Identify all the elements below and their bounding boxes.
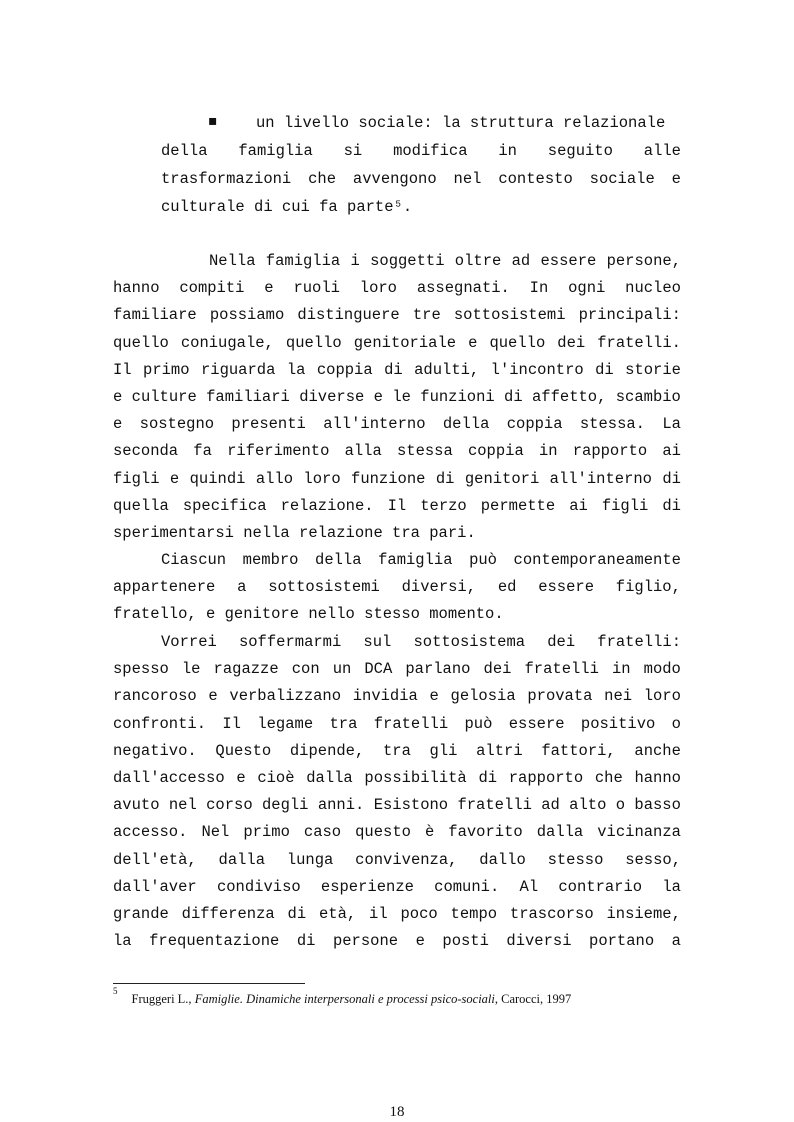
text-line: la frequentazione di persone e posti diversi portano a [113,932,681,951]
text-line: hanno compiti e ruoli loro assegnati. In ogni nucleo [113,279,681,298]
bullet-line [256,114,681,132]
text-line: negativo. Questo dipende, tra gli altri fattori, anche [113,741,681,760]
word: seguito [547,142,613,160]
text-line: familiare possiamo distinguere tre sottosistemi principali: [113,306,681,325]
footnote-title: Famiglie. Dinamiche interpersonali e processi psico-sociali [194,992,495,1007]
word: e [671,170,681,188]
word: della [161,142,208,160]
text-line: Ciascun membro della famiglia può contemporaneamente [161,551,681,569]
word: trasformazioni [161,170,292,188]
footnote-author: Fruggeri L., [131,992,195,1007]
word: alle [643,142,681,160]
word: si [343,142,363,160]
word: che [308,170,337,188]
text-line: Il primo riguarda la coppia di adulti, l'incontro di storie [113,360,681,379]
text-line: e sostegno presenti all'interno della coppia stessa. La [113,415,681,434]
bullet-line [161,170,681,188]
text-line: appartenere a sottosistemi diversi, ed essere figlio, [113,578,681,597]
text-line: e culture familiari diverse e le funzioni di affetto, scambio [113,388,681,406]
footnote [113,986,572,1007]
word: modifica [393,142,468,160]
text-line: grande differenza di età, il poco tempo trascorso insieme, [113,905,681,923]
bullet-marker: ▪ [208,113,218,129]
word: famiglia [238,142,313,160]
bullet-line [161,198,681,216]
word: culturale di cui fa parte⁵. [161,198,413,216]
text-line: avuto nel corso degli anni. Esistono fratelli ad alto o basso [113,796,681,815]
word: contesto [498,170,573,188]
footnote-publisher: , Carocci, 1997 [494,992,572,1007]
footnote-separator [113,983,305,984]
text-line: quella specifica relazione. Il terzo permette ai figli di [113,496,681,515]
text-line: sperimentarsi nella relazione tra pari. [113,524,476,542]
text-line: dall'accesso e cioè dalla possibilità di rapporto che hanno [113,769,681,787]
word: sociale [589,170,655,188]
text-line: confronti. Il legame tra fratelli può essere positivo o [113,714,681,733]
text-line: Vorrei soffermarmi sul sottosistema dei fratelli: [161,633,681,651]
text-line: seconda fa riferimento alla stessa coppia in rapporto ai [113,442,681,461]
word: un livello sociale: la struttura relazionale [256,114,666,132]
text-line: quello coniugale, quello genitoriale e quello dei fratelli. [113,333,681,352]
word: in [498,142,517,160]
text-line: Nella famiglia i soggetti oltre ad essere persone, [209,252,681,270]
text-line: accesso. Nel primo caso questo è favorito dalla vicinanza [113,823,681,842]
word: nel [453,170,482,188]
bullet-line [161,142,681,160]
text-line: dall'aver condiviso esperienze comuni. Al contrario la [113,877,681,896]
footnote-number: 5 [113,986,118,996]
page-number: 18 [389,1104,405,1120]
text-line: rancoroso e verbalizzano invidia e gelosia provata nei loro [113,687,681,706]
text-line: fratello, e genitore nello stesso momento. [113,605,504,624]
word: avvengono [352,170,437,188]
text-line: dell'età, dalla lunga convivenza, dallo stesso sesso, [113,850,681,869]
text-line: spesso le ragazze con un DCA parlano dei fratelli in modo [113,660,681,679]
text-line: figli e quindi allo loro funzione di genitori all'interno di [113,469,681,488]
